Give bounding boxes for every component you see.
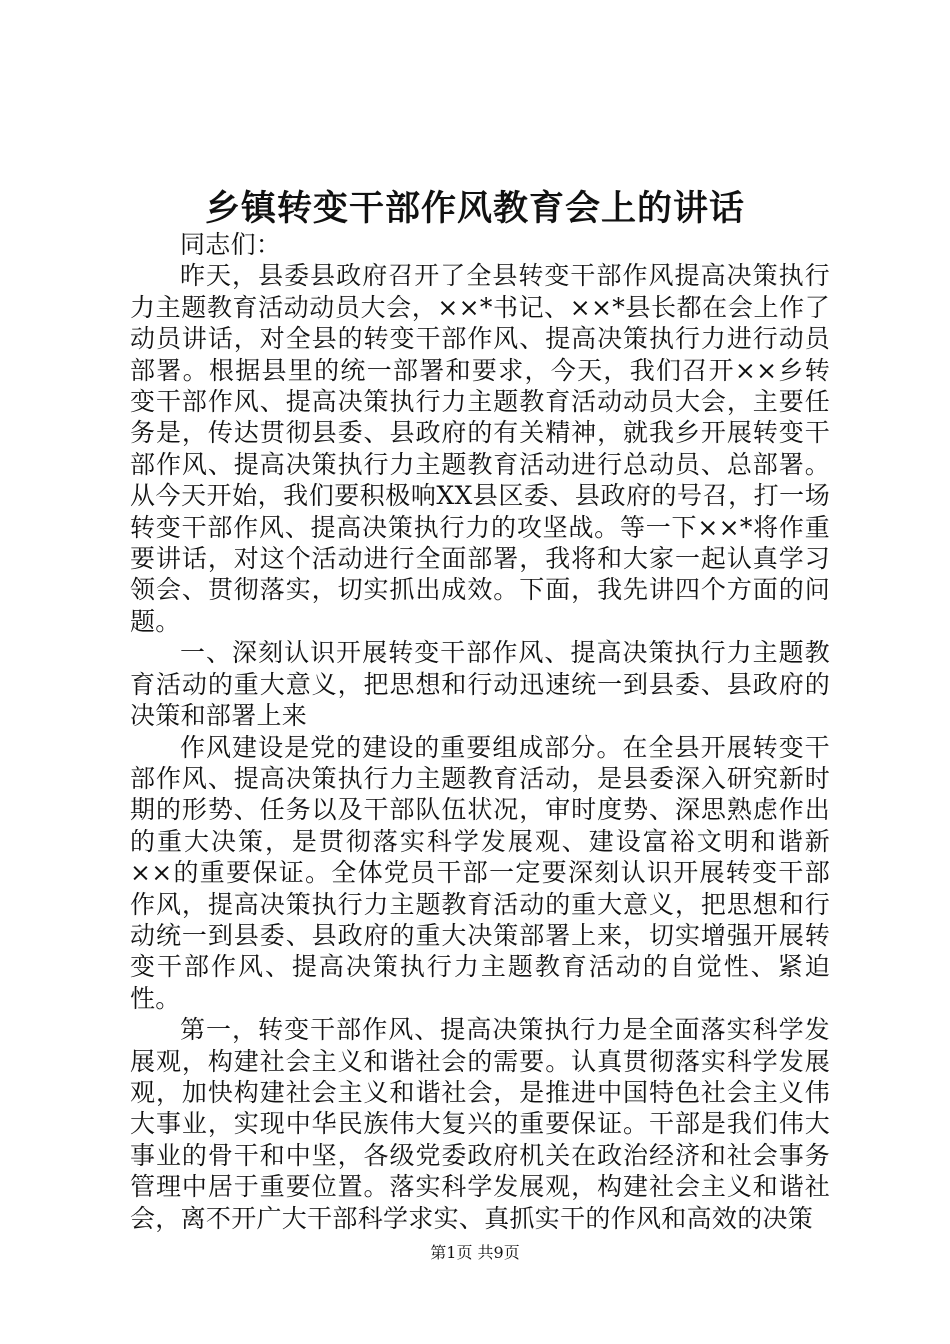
salutation-paragraph: 同志们：	[180, 230, 282, 259]
page-number-footer: 第1页 共9页	[430, 1243, 520, 1262]
intro-paragraph: 昨天，县委县政府召开了全县转变干部作风提高决策执行力主题教育活动动员大会，××*书记、××*县长都在会上作了动员讲话，对全县的转变干部作风、提高决策执行力进行动员部署。根据县里的统一部署和要求，今天，我们召开××乡转变干部作风、提高决策执行力主题教育活动动员大会，主要任务是，传达贯彻县委、县政府的有关精神，就我乡开展转变干部作风、提高决策执行力主题教育活动进行总动员、总部署。从今天开始，我们要积极响XX县区委、县政府的号召，打一场转变干部作风、提高决策执行力的攻坚战。等一下××*将作重要讲话，对这个活动进行全面部署，我将和大家一起认真学习领会、贯彻落实，切实抓出成效。下面，我先讲四个方面的问题。	[130, 261, 830, 636]
document-title: 乡镇转变干部作风教育会上的讲话	[204, 188, 745, 229]
body-paragraph: 作风建设是党的建设的重要组成部分。在全县开展转变干部作风、提高决策执行力主题教育活动，是县委深入研究新时期的形势、任务以及干部队伍状况，审时度势、深思熟虑作出的重大决策，是贯彻落实科学发展观、建设富裕文明和谐新××的重要保证。全体党员干部一定要深刻认识开展转变干部作风，提高决策执行力主题教育活动的重大意义，把思想和行动统一到县委、县政府的重大决策部署上来，切实增强开展转变干部作风、提高决策执行力主题教育活动的自觉性、紧迫性。	[130, 732, 830, 1013]
section-heading-one: 一、深刻认识开展转变干部作风、提高决策执行力主题教育活动的重大意义，把思想和行动迅速统一到县委、县政府的决策和部署上来	[130, 638, 830, 731]
body-paragraph: 第一，转变干部作风、提高决策执行力是全面落实科学发展观，构建社会主义和谐社会的需要。认真贯彻落实科学发展观，加快构建社会主义和谐社会，是推进中国特色社会主义伟大事业，实现中华民族伟大复兴的重要保证。干部是我们伟大事业的骨干和中坚，各级党委政府机关在政治经济和社会事务管理中居于重要位置。落实科学发展观，构建社会主义和谐社会，离不开广大干部科学求实、真抓实干的作风和高效的决策	[130, 1015, 830, 1233]
document-body	[130, 229, 830, 1234]
